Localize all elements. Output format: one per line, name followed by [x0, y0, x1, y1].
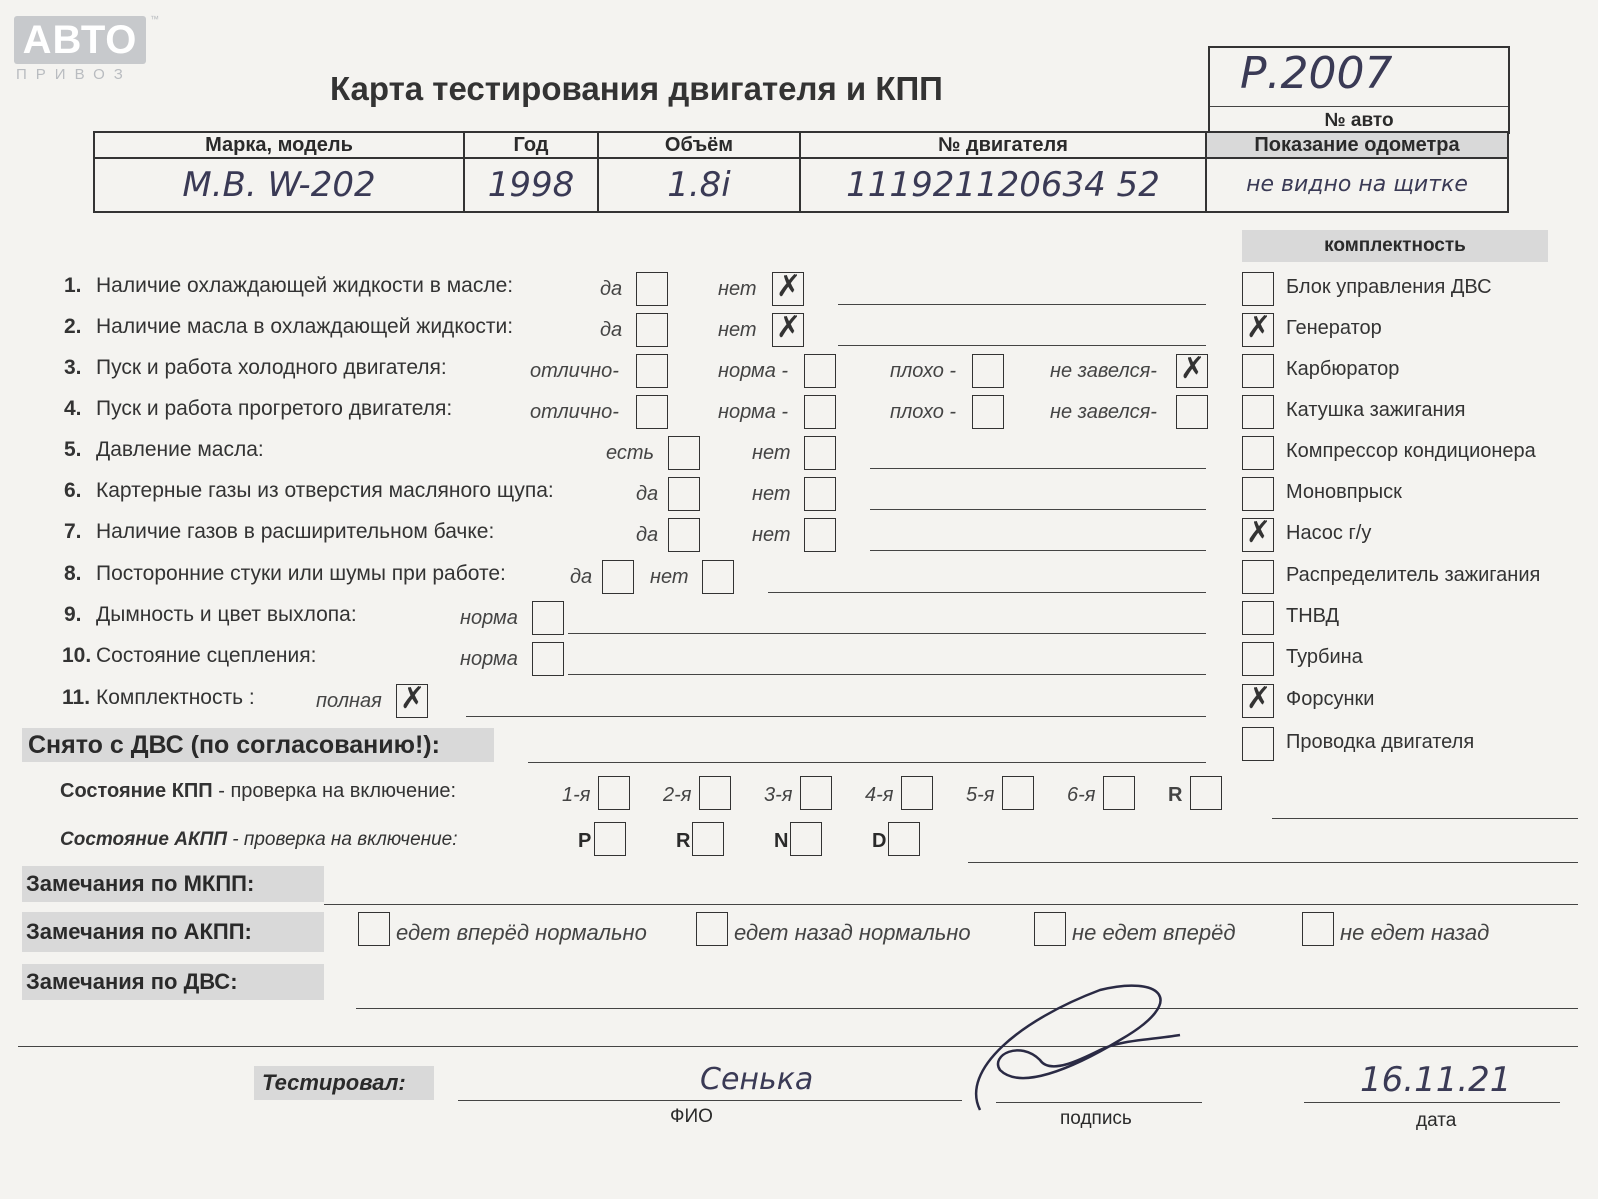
question-1-option-1: нет — [718, 278, 757, 300]
kit-item-label-3: Катушка зажигания — [1286, 399, 1466, 421]
kit-item-label-11: Проводка двигателя — [1286, 731, 1475, 753]
question-number-2: 2. — [64, 315, 82, 338]
question-8-checkbox-1[interactable] — [702, 560, 734, 594]
question-4-option-0: отлично- — [530, 401, 619, 423]
akpp-gear-label-0: P — [578, 830, 592, 852]
akpp-label: Состояние АКПП - проверка на включение: — [60, 829, 458, 850]
akpp-remark-checkbox-2[interactable] — [1034, 912, 1066, 946]
kpp-gear-label-6: R — [1168, 784, 1183, 806]
question-3-checkbox-0[interactable] — [636, 354, 668, 388]
question-text-8: Посторонние стуки или шумы при работе: — [96, 562, 506, 585]
question-8-checkbox-0[interactable] — [602, 560, 634, 594]
kit-checkbox-6[interactable] — [1242, 518, 1274, 552]
kit-item-label-5: Моновпрыск — [1286, 481, 1402, 503]
question-6-line — [870, 509, 1206, 510]
question-number-5: 5. — [64, 438, 82, 461]
question-4-checkbox-0[interactable] — [636, 395, 668, 429]
kit-item-label-1: Генератор — [1286, 317, 1382, 339]
kpp-line — [1272, 818, 1578, 819]
akpp-line — [968, 862, 1578, 863]
kit-checkbox-7[interactable] — [1242, 560, 1274, 594]
fio-value[interactable]: Сенька — [700, 1062, 814, 1097]
odometer-value[interactable]: не видно на щитке — [1206, 158, 1508, 212]
car-number-label: № авто — [1324, 110, 1394, 131]
akpp-gear-checkbox-3[interactable] — [888, 822, 920, 856]
kpp-gear-checkbox-2[interactable] — [800, 776, 832, 810]
question-7-checkbox-1[interactable] — [804, 518, 836, 552]
logo: АВТО — [14, 16, 146, 64]
logo-trademark: ™ — [150, 14, 159, 24]
sign-caption: подпись — [1060, 1108, 1132, 1129]
removed-label: Снято с ДВС (по согласованию!): — [22, 728, 494, 762]
kpp-gear-label-1: 2-я — [663, 784, 692, 806]
akpp-gear-label-1: R — [676, 830, 691, 852]
kit-item-label-9: Турбина — [1286, 646, 1363, 668]
kit-checkbox-11[interactable] — [1242, 727, 1274, 761]
question-5-checkbox-1[interactable] — [804, 436, 836, 470]
question-4-option-2: плохо - — [890, 401, 957, 423]
question-text-3: Пуск и работа холодного двигателя: — [96, 356, 447, 379]
question-11-checkbox-0[interactable] — [396, 684, 428, 718]
vehicle-info-table — [93, 131, 1509, 213]
akpp-remark-label-3: не едет назад — [1340, 920, 1490, 945]
question-3-option-0: отлично- — [530, 360, 619, 382]
kpp-gear-label-4: 5-я — [966, 784, 995, 806]
kit-item-label-10: Форсунки — [1286, 688, 1375, 710]
question-4-option-3: не завелся- — [1050, 401, 1157, 423]
brand-model-value[interactable]: M.B. W-202 — [94, 158, 464, 212]
kit-checkbox-0[interactable] — [1242, 272, 1274, 306]
question-number-4: 4. — [64, 397, 82, 420]
question-5-option-1: нет — [752, 442, 791, 464]
akpp-remark-checkbox-0[interactable] — [358, 912, 390, 946]
remarks-dvs-label: Замечания по ДВС: — [22, 964, 324, 1000]
question-text-10: Состояние сцепления: — [96, 644, 317, 667]
akpp-gear-label-3: D — [872, 830, 887, 852]
kpp-gear-label-5: 6-я — [1067, 784, 1096, 806]
kpp-gear-label-0: 1-я — [562, 784, 591, 806]
car-number-value[interactable]: Р.2007 — [1240, 48, 1393, 99]
question-3-option-2: плохо - — [890, 360, 957, 382]
question-10-option-0: норма — [460, 648, 518, 670]
question-number-6: 6. — [64, 479, 82, 502]
question-text-5: Давление масла: — [96, 438, 264, 461]
question-1-checkbox-1[interactable] — [772, 272, 804, 306]
question-5-line — [870, 468, 1206, 469]
question-1-line — [838, 304, 1206, 305]
question-4-checkbox-2[interactable] — [972, 395, 1004, 429]
volume-value[interactable]: 1.8i — [598, 158, 800, 212]
question-9-checkbox-0[interactable] — [532, 601, 564, 635]
question-6-option-1: нет — [752, 483, 791, 505]
date-value[interactable]: 16.11.21 — [1360, 1060, 1512, 1100]
question-1-option-0: да — [600, 278, 623, 300]
remarks-akpp-label: Замечания по АКПП: — [22, 912, 324, 952]
question-9-option-0: норма — [460, 607, 518, 629]
kit-checkbox-4[interactable] — [1242, 436, 1274, 470]
question-2-option-0: да — [600, 319, 623, 341]
kit-checkbox-9[interactable] — [1242, 642, 1274, 676]
kit-checkbox-5[interactable] — [1242, 477, 1274, 511]
question-number-1: 1. — [64, 274, 82, 297]
question-3-checkbox-1[interactable] — [804, 354, 836, 388]
kit-checkbox-8[interactable] — [1242, 601, 1274, 635]
kpp-gear-checkbox-0[interactable] — [598, 776, 630, 810]
col-engine-number: № двигателя — [800, 132, 1206, 158]
question-number-9: 9. — [64, 603, 82, 626]
question-8-line — [768, 592, 1206, 593]
question-7-checkbox-0[interactable] — [668, 518, 700, 552]
kit-item-label-7: Распределитель зажигания — [1286, 564, 1541, 586]
kpp-gear-checkbox-5[interactable] — [1103, 776, 1135, 810]
question-number-3: 3. — [64, 356, 82, 379]
question-text-6: Картерные газы из отверстия масляного щупа: — [96, 479, 554, 502]
date-line — [1304, 1102, 1560, 1103]
question-5-checkbox-0[interactable] — [668, 436, 700, 470]
engine-number-value[interactable]: 111921120634 52 — [800, 158, 1206, 212]
removed-line — [528, 762, 1206, 763]
question-7-line — [870, 550, 1206, 551]
question-8-option-0: да — [570, 566, 593, 588]
akpp-gear-checkbox-1[interactable] — [692, 822, 724, 856]
fio-caption: ФИО — [670, 1106, 713, 1127]
kit-item-label-2: Карбюратор — [1286, 358, 1400, 380]
remarks-dvs-line-2 — [18, 1046, 1578, 1047]
question-10-line — [568, 674, 1206, 675]
question-3-option-3: не завелся- — [1050, 360, 1157, 382]
question-number-10: 10. — [62, 644, 92, 667]
akpp-gear-checkbox-2[interactable] — [790, 822, 822, 856]
akpp-remark-label-2: не едет вперёд — [1072, 920, 1236, 945]
kit-item-label-8: ТНВД — [1286, 605, 1340, 627]
col-volume: Объём — [598, 132, 800, 158]
kpp-gear-label-3: 4-я — [865, 784, 894, 806]
question-11-option-0: полная — [316, 690, 382, 712]
question-text-7: Наличие газов в расширительном бачке: — [96, 520, 495, 543]
kit-item-label-6: Насос г/у — [1286, 522, 1372, 544]
sign-line — [996, 1102, 1202, 1103]
question-4-option-1: норма - — [718, 401, 789, 423]
question-text-2: Наличие масла в охлаждающей жидкости: — [96, 315, 514, 338]
question-number-11: 11. — [62, 686, 91, 709]
question-2-line — [838, 345, 1206, 346]
kpp-label: Состояние КПП - проверка на включение: — [60, 780, 457, 802]
question-7-option-1: нет — [752, 524, 791, 546]
col-year: Год — [464, 132, 598, 158]
question-4-checkbox-1[interactable] — [804, 395, 836, 429]
question-2-option-1: нет — [718, 319, 757, 341]
remarks-mkpp-label: Замечания по МКПП: — [22, 866, 324, 902]
question-10-checkbox-0[interactable] — [532, 642, 564, 676]
question-3-checkbox-2[interactable] — [972, 354, 1004, 388]
kit-checkbox-2[interactable] — [1242, 354, 1274, 388]
date-caption: дата — [1416, 1110, 1457, 1131]
question-4-checkbox-3[interactable] — [1176, 395, 1208, 429]
akpp-remark-label-0: едет вперёд нормально — [396, 920, 647, 945]
question-text-9: Дымность и цвет выхлопа: — [96, 603, 357, 626]
col-odometer: Показание одометра — [1206, 132, 1508, 158]
question-9-line — [568, 633, 1206, 634]
question-3-checkbox-3[interactable] — [1176, 354, 1208, 388]
kpp-gear-checkbox-3[interactable] — [901, 776, 933, 810]
akpp-gear-label-2: N — [774, 830, 789, 852]
kit-checkbox-3[interactable] — [1242, 395, 1274, 429]
question-2-checkbox-0[interactable] — [636, 313, 668, 347]
question-1-checkbox-0[interactable] — [636, 272, 668, 306]
question-number-8: 8. — [64, 562, 82, 585]
akpp-remark-checkbox-3[interactable] — [1302, 912, 1334, 946]
question-text-11: Комплектность : — [96, 686, 255, 709]
kit-item-label-4: Компрессор кондиционера — [1286, 440, 1536, 462]
kpp-gear-label-2: 3-я — [764, 784, 793, 806]
akpp-remark-checkbox-1[interactable] — [696, 912, 728, 946]
akpp-remark-label-1: едет назад нормально — [734, 920, 971, 945]
car-number-box — [1208, 46, 1510, 134]
kit-checkbox-10[interactable] — [1242, 684, 1274, 718]
akpp-gear-checkbox-0[interactable] — [594, 822, 626, 856]
kpp-gear-checkbox-1[interactable] — [699, 776, 731, 810]
question-7-option-0: да — [636, 524, 659, 546]
question-6-checkbox-0[interactable] — [668, 477, 700, 511]
question-6-checkbox-1[interactable] — [804, 477, 836, 511]
question-5-option-0: есть — [606, 442, 655, 464]
col-brand-model: Марка, модель — [94, 132, 464, 158]
question-3-option-1: норма - — [718, 360, 789, 382]
logo-subtitle: ПРИВОЗ — [16, 66, 132, 83]
question-6-option-0: да — [636, 483, 659, 505]
question-2-checkbox-1[interactable] — [772, 313, 804, 347]
question-8-option-1: нет — [650, 566, 689, 588]
year-value[interactable]: 1998 — [464, 158, 598, 212]
question-number-7: 7. — [64, 520, 82, 543]
tested-label: Тестировал: — [254, 1066, 434, 1100]
remarks-mkpp-line — [324, 904, 1578, 905]
kit-checkbox-1[interactable] — [1242, 313, 1274, 347]
kit-item-label-0: Блок управления ДВС — [1286, 276, 1492, 298]
page-title: Карта тестирования двигателя и КПП — [330, 70, 943, 107]
question-11-line — [466, 716, 1206, 717]
question-text-4: Пуск и работа прогретого двигателя: — [96, 397, 453, 420]
fio-line — [458, 1100, 962, 1101]
question-text-1: Наличие охлаждающей жидкости в масле: — [96, 274, 514, 297]
kpp-gear-checkbox-4[interactable] — [1002, 776, 1034, 810]
kpp-gear-checkbox-6[interactable] — [1190, 776, 1222, 810]
kit-title: комплектность — [1242, 230, 1548, 262]
